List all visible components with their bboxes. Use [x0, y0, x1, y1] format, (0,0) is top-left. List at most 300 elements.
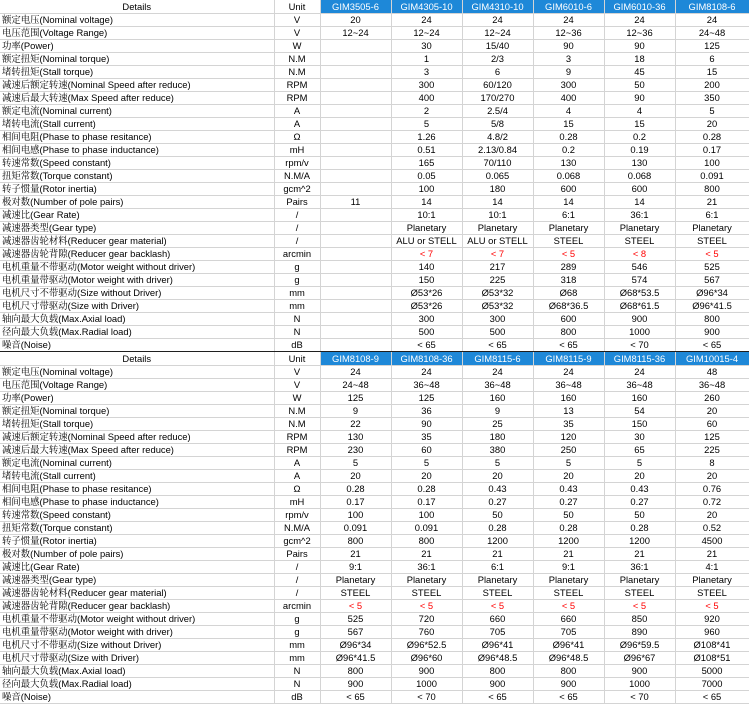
spec-value: 24 — [391, 14, 462, 27]
spec-unit: V — [274, 366, 320, 379]
spec-label: 相间电感(Phase to phase inductance) — [0, 144, 274, 157]
spec-value: 900 — [462, 678, 533, 691]
spec-label: 额定电流(Nominal current) — [0, 105, 274, 118]
spec-label: 堵转扭矩(Stall torque) — [0, 418, 274, 431]
spec-label: 堵转电流(Stall current) — [0, 118, 274, 131]
spec-value: 120 — [533, 431, 604, 444]
spec-value: 50 — [533, 509, 604, 522]
spec-value: 900 — [391, 665, 462, 678]
spec-label: 径向最大负载(Max.Radial load) — [0, 678, 274, 691]
spec-value: 50 — [462, 509, 533, 522]
spec-value: Ø108*41 — [675, 639, 749, 652]
spec-value: 30 — [604, 431, 675, 444]
spec-value: Planetary — [391, 574, 462, 587]
spec-value: 0.068 — [604, 170, 675, 183]
spec-unit: gcm^2 — [274, 535, 320, 548]
spec-value: 65 — [604, 444, 675, 457]
spec-value: 160 — [604, 392, 675, 405]
spec-value: Planetary — [533, 222, 604, 235]
spec-value: 60 — [391, 444, 462, 457]
spec-value: 0.28 — [675, 131, 749, 144]
spec-value: 960 — [675, 626, 749, 639]
spec-value: 0.091 — [320, 522, 391, 535]
spec-value: 70/110 — [462, 157, 533, 170]
spec-value: 125 — [675, 431, 749, 444]
spec-value: Ø53*26 — [391, 300, 462, 313]
spec-value: 660 — [533, 613, 604, 626]
spec-unit: N.M — [274, 405, 320, 418]
spec-value: < 65 — [675, 339, 749, 352]
table-header-row — [0, 352, 749, 366]
spec-value — [320, 66, 391, 79]
spec-value: 250 — [533, 444, 604, 457]
spec-value: STEEL — [675, 587, 749, 600]
table-row — [0, 157, 749, 170]
model-header: GIM4310-10 — [462, 0, 533, 14]
spec-label: 电压范围(Voltage Range) — [0, 27, 274, 40]
spec-label: 电机重量带驱动(Motor weight with driver) — [0, 626, 274, 639]
spec-value: Ø96*52.5 — [391, 639, 462, 652]
spec-value: 100 — [320, 509, 391, 522]
spec-value: 6:1 — [533, 209, 604, 222]
spec-value: 574 — [604, 274, 675, 287]
spec-value: STEEL — [462, 587, 533, 600]
spec-value: 400 — [533, 92, 604, 105]
spec-value: < 5 — [604, 600, 675, 613]
spec-value: 20 — [675, 118, 749, 131]
spec-label: 轴向最大负载(Max.Axial load) — [0, 665, 274, 678]
spec-label: 减速器齿轮材料(Reducer gear material) — [0, 587, 274, 600]
spec-value: < 5 — [462, 600, 533, 613]
spec-label: 减速器类型(Gear type) — [0, 222, 274, 235]
spec-value: 100 — [391, 183, 462, 196]
table-row — [0, 27, 749, 40]
spec-value: 300 — [391, 79, 462, 92]
spec-value: 0.76 — [675, 483, 749, 496]
spec-label: 电机重量不带驱动(Motor weight without driver) — [0, 261, 274, 274]
spec-value: 24 — [462, 14, 533, 27]
model-header: GIM4305-10 — [391, 0, 462, 14]
spec-value: 36:1 — [391, 561, 462, 574]
spec-unit: gcm^2 — [274, 183, 320, 196]
spec-value: 50 — [604, 79, 675, 92]
spec-value: 5 — [533, 457, 604, 470]
spec-value: 24 — [675, 14, 749, 27]
spec-value: 36~48 — [533, 379, 604, 392]
spec-value: 300 — [391, 313, 462, 326]
table-row — [0, 431, 749, 444]
spec-label: 额定电压(Nominal voltage) — [0, 366, 274, 379]
spec-value: 800 — [533, 326, 604, 339]
spec-label: 额定电流(Nominal current) — [0, 457, 274, 470]
spec-value: 36:1 — [604, 209, 675, 222]
spec-value: 705 — [533, 626, 604, 639]
spec-value — [320, 274, 391, 287]
spec-value: 900 — [533, 678, 604, 691]
spec-value: 6 — [675, 53, 749, 66]
spec-value: 7000 — [675, 678, 749, 691]
spec-value: < 5 — [320, 600, 391, 613]
spec-value: 6:1 — [675, 209, 749, 222]
spec-value: 217 — [462, 261, 533, 274]
spec-value: 36 — [391, 405, 462, 418]
spec-label: 减速器齿轮材料(Reducer gear material) — [0, 235, 274, 248]
spec-value: 5 — [462, 457, 533, 470]
spec-value: 1200 — [533, 535, 604, 548]
spec-value: 1000 — [604, 678, 675, 691]
spec-value: < 5 — [533, 248, 604, 261]
spec-value: 500 — [462, 326, 533, 339]
spec-value: < 65 — [462, 339, 533, 352]
spec-value: STEEL — [391, 587, 462, 600]
table-row — [0, 522, 749, 535]
spec-unit: arcmin — [274, 248, 320, 261]
spec-value: Ø96*41 — [462, 639, 533, 652]
spec-value: 6 — [462, 66, 533, 79]
spec-value: 130 — [533, 157, 604, 170]
spec-value: 920 — [675, 613, 749, 626]
spec-value — [320, 131, 391, 144]
spec-value: 21 — [675, 196, 749, 209]
table-row — [0, 222, 749, 235]
spec-value — [320, 339, 391, 352]
spec-value: 9 — [533, 66, 604, 79]
spec-value: 567 — [675, 274, 749, 287]
spec-value — [320, 40, 391, 53]
spec-unit: rpm/v — [274, 157, 320, 170]
spec-value: 130 — [320, 431, 391, 444]
spec-unit: V — [274, 27, 320, 40]
spec-value: 24 — [604, 366, 675, 379]
spec-value: 21 — [462, 548, 533, 561]
spec-label: 功率(Power) — [0, 392, 274, 405]
spec-value: 160 — [533, 392, 604, 405]
table-row — [0, 665, 749, 678]
details-header: Details — [0, 352, 274, 366]
spec-unit: Ω — [274, 131, 320, 144]
spec-value — [320, 313, 391, 326]
spec-value: 24~48 — [675, 27, 749, 40]
table-row — [0, 105, 749, 118]
spec-value — [320, 170, 391, 183]
spec-value: 24 — [391, 366, 462, 379]
spec-value: 24 — [533, 366, 604, 379]
spec-value: 20 — [391, 470, 462, 483]
spec-unit: / — [274, 209, 320, 222]
spec-value: 1000 — [604, 326, 675, 339]
spec-value: Ø96*48.5 — [462, 652, 533, 665]
spec-unit: mH — [274, 496, 320, 509]
spec-value: 6:1 — [462, 561, 533, 574]
spec-value: 2.5/4 — [462, 105, 533, 118]
spec-label: 转速常数(Speed constant) — [0, 509, 274, 522]
spec-value: 22 — [320, 418, 391, 431]
spec-unit: mm — [274, 287, 320, 300]
spec-label: 电机尺寸带驱动(Size with Driver) — [0, 300, 274, 313]
table-row — [0, 587, 749, 600]
spec-value — [320, 261, 391, 274]
spec-value: 5000 — [675, 665, 749, 678]
spec-value: 800 — [320, 535, 391, 548]
spec-value: 9:1 — [533, 561, 604, 574]
spec-value: 850 — [604, 613, 675, 626]
spec-value: 125 — [675, 40, 749, 53]
table-row — [0, 118, 749, 131]
spec-value: Ø68*36.5 — [533, 300, 604, 313]
spec-value: 890 — [604, 626, 675, 639]
spec-value: 0.17 — [320, 496, 391, 509]
spec-label: 额定扭矩(Nominal torque) — [0, 405, 274, 418]
spec-value: 567 — [320, 626, 391, 639]
unit-header: Unit — [274, 0, 320, 14]
spec-value: Planetary — [675, 222, 749, 235]
spec-unit: W — [274, 392, 320, 405]
spec-unit: N.M — [274, 418, 320, 431]
table-row — [0, 574, 749, 587]
table-row — [0, 483, 749, 496]
spec-value: 3 — [533, 53, 604, 66]
table-row — [0, 639, 749, 652]
spec-value — [320, 79, 391, 92]
spec-unit: Pairs — [274, 196, 320, 209]
spec-label: 额定扭矩(Nominal torque) — [0, 53, 274, 66]
spec-value: 21 — [320, 548, 391, 561]
spec-unit: g — [274, 613, 320, 626]
spec-value: 10:1 — [462, 209, 533, 222]
spec-value: 20 — [675, 509, 749, 522]
table-row — [0, 287, 749, 300]
spec-unit: Pairs — [274, 548, 320, 561]
spec-value: 2/3 — [462, 53, 533, 66]
spec-value: 180 — [462, 431, 533, 444]
spec-value: 230 — [320, 444, 391, 457]
spec-value — [320, 118, 391, 131]
spec-label: 扭矩常数(Torque constant) — [0, 522, 274, 535]
spec-value: 24 — [320, 366, 391, 379]
spec-label: 极对数(Number of pole pairs) — [0, 548, 274, 561]
spec-value: 54 — [604, 405, 675, 418]
table-row — [0, 626, 749, 639]
spec-value: 380 — [462, 444, 533, 457]
spec-value: 21 — [604, 548, 675, 561]
table-row — [0, 14, 749, 27]
spec-value: 14 — [462, 196, 533, 209]
spec-value: 45 — [604, 66, 675, 79]
spec-value: 5 — [604, 457, 675, 470]
table-row — [0, 509, 749, 522]
spec-value: 4 — [604, 105, 675, 118]
spec-value: Ø68*61.5 — [604, 300, 675, 313]
spec-value: 2.13/0.84 — [462, 144, 533, 157]
spec-value: 600 — [533, 183, 604, 196]
table-row — [0, 613, 749, 626]
spec-value: 25 — [462, 418, 533, 431]
spec-unit: RPM — [274, 79, 320, 92]
spec-value: 13 — [533, 405, 604, 418]
spec-value: 0.091 — [675, 170, 749, 183]
spec-unit: Ω — [274, 483, 320, 496]
spec-value: 0.72 — [675, 496, 749, 509]
table-row — [0, 261, 749, 274]
spec-unit: g — [274, 626, 320, 639]
spec-value: Planetary — [462, 574, 533, 587]
spec-value: 20 — [320, 470, 391, 483]
spec-value: 21 — [391, 548, 462, 561]
spec-value: 760 — [391, 626, 462, 639]
spec-unit: / — [274, 222, 320, 235]
spec-unit: g — [274, 274, 320, 287]
spec-label: 极对数(Number of pole pairs) — [0, 196, 274, 209]
spec-value: < 65 — [391, 339, 462, 352]
spec-value: 546 — [604, 261, 675, 274]
spec-value: 21 — [675, 548, 749, 561]
spec-value: 5 — [391, 118, 462, 131]
spec-value: 0.091 — [391, 522, 462, 535]
spec-value: 20 — [604, 470, 675, 483]
model-header: GIM8115-36 — [604, 352, 675, 366]
spec-value: 0.28 — [533, 131, 604, 144]
spec-unit: mm — [274, 300, 320, 313]
table-row — [0, 444, 749, 457]
spec-value: 18 — [604, 53, 675, 66]
table-row — [0, 339, 749, 352]
spec-value: 0.28 — [391, 483, 462, 496]
table-row — [0, 366, 749, 379]
spec-value: Planetary — [320, 574, 391, 587]
spec-unit: RPM — [274, 431, 320, 444]
spec-unit: dB — [274, 339, 320, 352]
spec-value: 24 — [604, 14, 675, 27]
spec-value: < 65 — [533, 339, 604, 352]
spec-value: 125 — [391, 392, 462, 405]
spec-value: STEEL — [533, 235, 604, 248]
spec-unit: V — [274, 379, 320, 392]
spec-value: 525 — [675, 261, 749, 274]
spec-value: 12~36 — [533, 27, 604, 40]
table-row — [0, 53, 749, 66]
spec-value: 10:1 — [391, 209, 462, 222]
spec-value: 600 — [533, 313, 604, 326]
spec-value: 60 — [675, 418, 749, 431]
spec-value: 4500 — [675, 535, 749, 548]
spec-unit: N — [274, 313, 320, 326]
table-row — [0, 561, 749, 574]
spec-value: 500 — [391, 326, 462, 339]
spec-value: 15/40 — [462, 40, 533, 53]
spec-value: Ø108*51 — [675, 652, 749, 665]
spec-unit: A — [274, 470, 320, 483]
spec-value: Ø53*32 — [462, 287, 533, 300]
spec-value — [320, 235, 391, 248]
spec-unit: RPM — [274, 92, 320, 105]
spec-value: 0.27 — [462, 496, 533, 509]
spec-value: < 65 — [462, 691, 533, 704]
table-row — [0, 79, 749, 92]
spec-unit: rpm/v — [274, 509, 320, 522]
spec-value: 300 — [462, 313, 533, 326]
table-row — [0, 535, 749, 548]
spec-value: 800 — [675, 313, 749, 326]
table-row — [0, 496, 749, 509]
spec-value: 100 — [391, 509, 462, 522]
spec-value: 2 — [391, 105, 462, 118]
table-row — [0, 313, 749, 326]
spec-label: 噪音(Noise) — [0, 691, 274, 704]
spec-value: 660 — [462, 613, 533, 626]
table-row — [0, 40, 749, 53]
spec-unit: mm — [274, 652, 320, 665]
spec-value — [320, 144, 391, 157]
spec-label: 额定电压(Nominal voltage) — [0, 14, 274, 27]
table-row — [0, 652, 749, 665]
spec-value: 225 — [462, 274, 533, 287]
spec-unit: g — [274, 261, 320, 274]
spec-value: 0.2 — [533, 144, 604, 157]
spec-value: 170/270 — [462, 92, 533, 105]
spec-value: 12~24 — [320, 27, 391, 40]
spec-unit: W — [274, 40, 320, 53]
spec-value: 90 — [533, 40, 604, 53]
spec-label: 轴向最大负载(Max.Axial load) — [0, 313, 274, 326]
spec-label: 减速后最大转速(Max Speed after reduce) — [0, 92, 274, 105]
spec-value: 900 — [604, 313, 675, 326]
spec-value: STEEL — [675, 235, 749, 248]
spec-value: 24 — [462, 366, 533, 379]
spec-unit: / — [274, 235, 320, 248]
table-row — [0, 457, 749, 470]
spec-value: STEEL — [533, 587, 604, 600]
spec-unit: / — [274, 574, 320, 587]
spec-value — [320, 300, 391, 313]
spec-unit: V — [274, 14, 320, 27]
spec-value: 800 — [320, 665, 391, 678]
spec-value: 15 — [675, 66, 749, 79]
spec-value: 350 — [675, 92, 749, 105]
spec-value: 525 — [320, 613, 391, 626]
spec-label: 减速器齿轮背隙(Reducer gear backlash) — [0, 248, 274, 261]
spec-value: Ø96*60 — [391, 652, 462, 665]
spec-label: 堵转扭矩(Stall torque) — [0, 66, 274, 79]
spec-value: 14 — [604, 196, 675, 209]
spec-value: 35 — [391, 431, 462, 444]
spec-value: ALU or STELL — [391, 235, 462, 248]
spec-value: 3 — [391, 66, 462, 79]
spec-value: 20 — [675, 405, 749, 418]
table-header-row — [0, 0, 749, 14]
spec-value: 24 — [533, 14, 604, 27]
spec-value: 9 — [320, 405, 391, 418]
spec-value: 36:1 — [604, 561, 675, 574]
spec-unit: / — [274, 561, 320, 574]
spec-value: 20 — [320, 14, 391, 27]
spec-value: 100 — [675, 157, 749, 170]
spec-value: 318 — [533, 274, 604, 287]
spec-value: < 65 — [533, 691, 604, 704]
table-row — [0, 170, 749, 183]
spec-value: 150 — [391, 274, 462, 287]
spec-unit: A — [274, 118, 320, 131]
spec-value: 9:1 — [320, 561, 391, 574]
spec-value: STEEL — [604, 235, 675, 248]
model-header: GIM8108-36 — [391, 352, 462, 366]
spec-value: 1000 — [391, 678, 462, 691]
spec-label: 减速器齿轮背隙(Reducer gear backlash) — [0, 600, 274, 613]
spec-value: 160 — [462, 392, 533, 405]
table-row — [0, 379, 749, 392]
spec-value: 90 — [604, 92, 675, 105]
spec-label: 减速后最大转速(Max Speed after reduce) — [0, 444, 274, 457]
spec-value: < 65 — [320, 691, 391, 704]
